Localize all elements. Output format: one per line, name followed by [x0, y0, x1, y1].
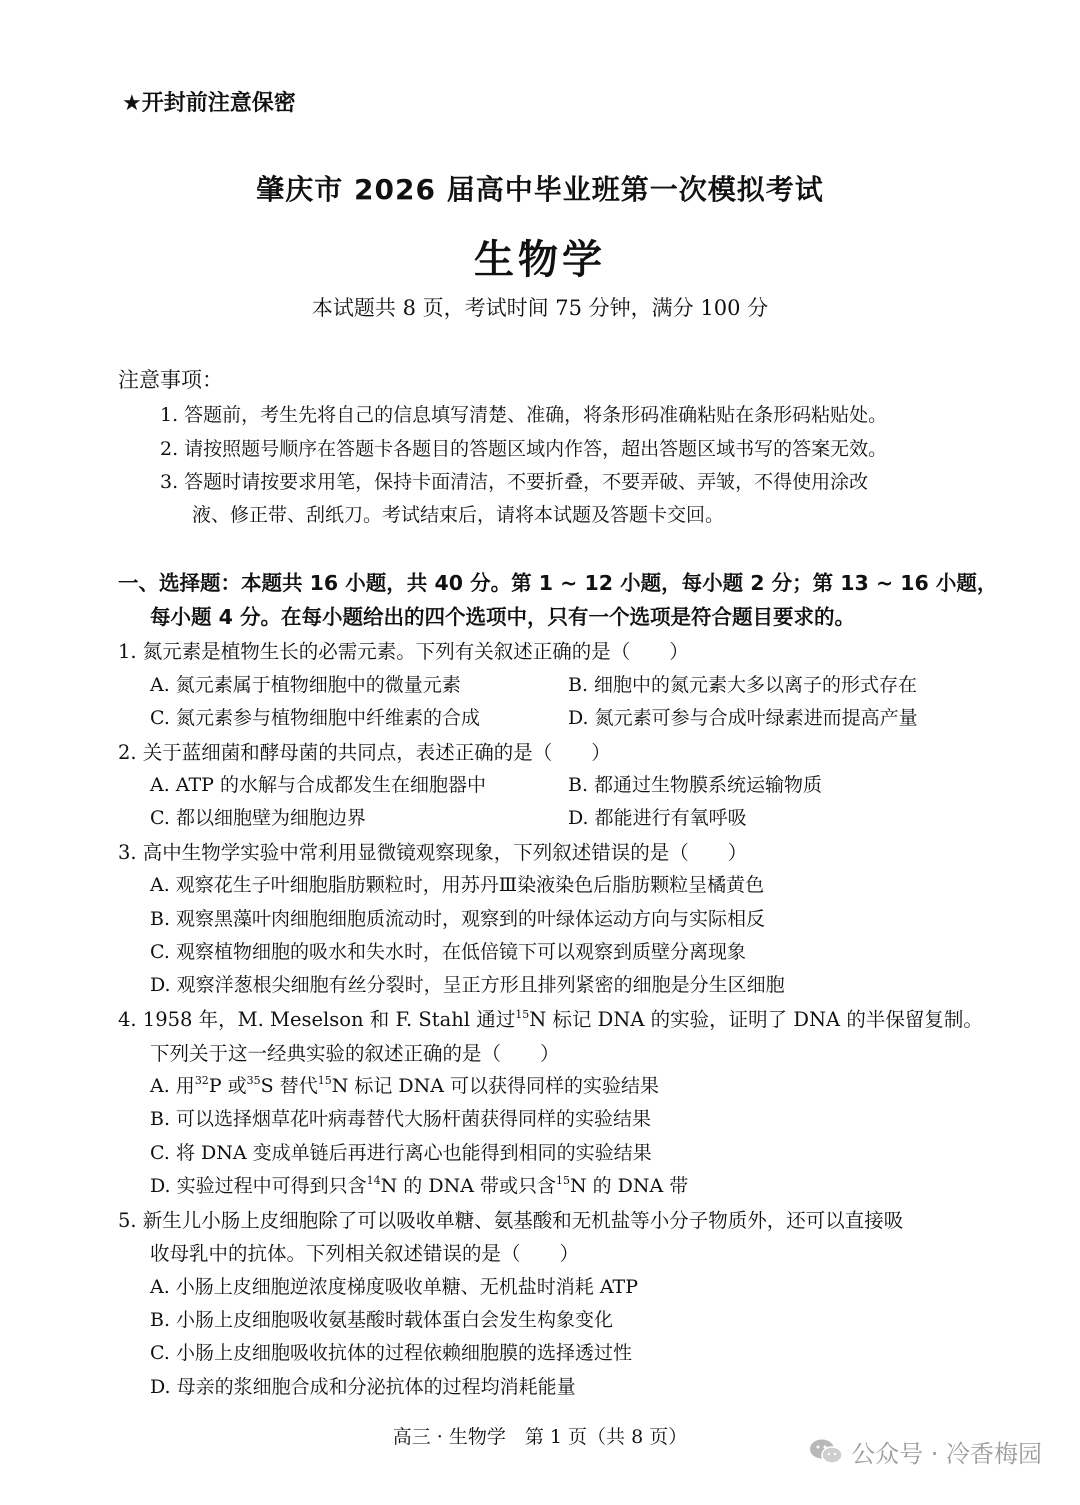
isotope-superscript: 32: [194, 1074, 209, 1087]
notice-item: 1. 答题前，考生先将自己的信息填写清楚、准确，将条形码准确粘贴在条形码粘贴处。: [160, 404, 888, 426]
question-1-option-b: B. 细胞中的氮元素大多以离子的形式存在: [568, 674, 918, 696]
q4d-part: D. 实验过程中可得到只含: [150, 1175, 367, 1197]
question-5-option-b: B. 小肠上皮细胞吸收氨基酸时载体蛋白会发生构象变化: [150, 1309, 614, 1331]
question-4-stem: [118, 1004, 983, 1032]
question-5-option-c: C. 小肠上皮细胞吸收抗体的过程依赖细胞膜的选择透过性: [150, 1342, 632, 1364]
question-4-stem-line2: 下列关于这一经典实验的叙述正确的是（ ）: [150, 1042, 560, 1065]
subject-title: 生物学: [474, 237, 606, 283]
watermark: [809, 1434, 1042, 1469]
question-1-option-d: D. 氮元素可参与合成叶绿素进而提高产量: [568, 707, 918, 729]
notice-item: 2. 请按照题号顺序在答题卡各题目的答题区域内作答，超出答题区域书写的答案无效。: [160, 438, 888, 460]
confidential-mark: ★开封前注意保密: [122, 91, 296, 116]
page-footer: 高三 · 生物学 第 1 页（共 8 页）: [392, 1426, 688, 1448]
q4a-part: N 标记 DNA 可以获得同样的实验结果: [331, 1075, 660, 1097]
section-heading-line2: 每小题 4 分。在每小题给出的四个选项中，只有一个选项是符合题目要求的。: [150, 605, 856, 629]
question-2-option-a: A. ATP 的水解与合成都发生在细胞器中: [150, 774, 486, 796]
q4-stem-part: 4. 1958 年，M. Meselson 和 F. Stahl 通过: [118, 1008, 516, 1031]
q4a-part: A. 用: [150, 1075, 195, 1097]
question-3-option-c: C. 观察植物细胞的吸水和失水时，在低倍镜下可以观察到质壁分离现象: [150, 941, 746, 963]
question-4-option-c: C. 将 DNA 变成单链后再进行离心也能得到相同的实验结果: [150, 1142, 652, 1164]
isotope-superscript: 15: [515, 1008, 530, 1021]
exam-info: 本试题共 8 页，考试时间 75 分钟，满分 100 分: [311, 296, 769, 320]
isotope-superscript: 14: [366, 1174, 381, 1187]
question-3-option-a: A. 观察花生子叶细胞脂肪颗粒时，用苏丹Ⅲ染液染色后脂肪颗粒呈橘黄色: [150, 874, 765, 896]
q4a-part: P 或: [208, 1075, 247, 1097]
q4a-part: S 替代: [260, 1075, 318, 1097]
question-3-stem: 3. 高中生物学实验中常利用显微镜观察现象，下列叙述错误的是（ ）: [118, 841, 748, 864]
question-5-option-a: A. 小肠上皮细胞逆浓度梯度吸收单糖、无机盐时消耗 ATP: [150, 1276, 638, 1298]
question-2-option-b: B. 都通过生物膜系统运输物质: [568, 774, 823, 796]
question-4-option-a: [150, 1071, 659, 1098]
notice-item: 3. 答题时请按要求用笔，保持卡面清洁，不要折叠，不要弄破、弄皱，不得使用涂改: [160, 471, 869, 493]
question-1-stem: 1. 氮元素是植物生长的必需元素。下列有关叙述正确的是（ ）: [118, 640, 689, 663]
exam-title: 肇庆市 2026 届高中毕业班第一次模拟考试: [256, 173, 824, 206]
question-3-option-b: B. 观察黑藻叶肉细胞细胞质流动时，观察到的叶绿体运动方向与实际相反: [150, 908, 766, 930]
q4d-part: N 的 DNA 带: [569, 1175, 689, 1197]
q4d-part: N 的 DNA 带或只含: [380, 1175, 556, 1197]
question-5-stem: 5. 新生儿小肠上皮细胞除了可以吸收单糖、氨基酸和无机盐等小分子物质外，还可以直接吸: [118, 1209, 904, 1232]
isotope-superscript: 15: [555, 1174, 570, 1187]
question-5-option-d: D. 母亲的浆细胞合成和分泌抗体的过程均消耗能量: [150, 1376, 576, 1398]
question-2-stem: 2. 关于蓝细菌和酵母菌的共同点，表述正确的是（ ）: [118, 741, 611, 764]
section-heading-line1: 一、选择题：本题共 16 小题，共 40 分。第 1 ~ 12 小题，每小题 2 分；第 13 ~ 16 小题，: [118, 571, 998, 595]
notice-item: 液、修正带、刮纸刀。考试结束后，请将本试题及答题卡交回。: [192, 504, 725, 526]
wechat-icon: [809, 1438, 843, 1466]
question-2-option-d: D. 都能进行有氧呼吸: [568, 807, 747, 829]
question-3-option-d: D. 观察洋葱根尖细胞有丝分裂时，呈正方形且排列紧密的细胞是分生区细胞: [150, 974, 785, 996]
question-1-option-a: A. 氮元素属于植物细胞中的微量元素: [150, 674, 461, 696]
watermark-text: 公众号 · 冷香梅园: [851, 1440, 1042, 1468]
isotope-superscript: 15: [317, 1074, 332, 1087]
question-4-option-d: [150, 1171, 688, 1198]
q4-stem-part: N 标记 DNA 的实验，证明了 DNA 的半保留复制。: [529, 1008, 983, 1031]
notice-title: 注意事项：: [118, 368, 223, 392]
isotope-superscript: 35: [246, 1074, 261, 1087]
question-1-option-c: C. 氮元素参与植物细胞中纤维素的合成: [150, 707, 480, 729]
question-2-option-c: C. 都以细胞壁为细胞边界: [150, 807, 366, 829]
question-5-stem-line2: 收母乳中的抗体。下列相关叙述错误的是（ ）: [150, 1242, 580, 1265]
question-4-option-b: B. 可以选择烟草花叶病毒替代大肠杆菌获得同样的实验结果: [150, 1108, 652, 1130]
